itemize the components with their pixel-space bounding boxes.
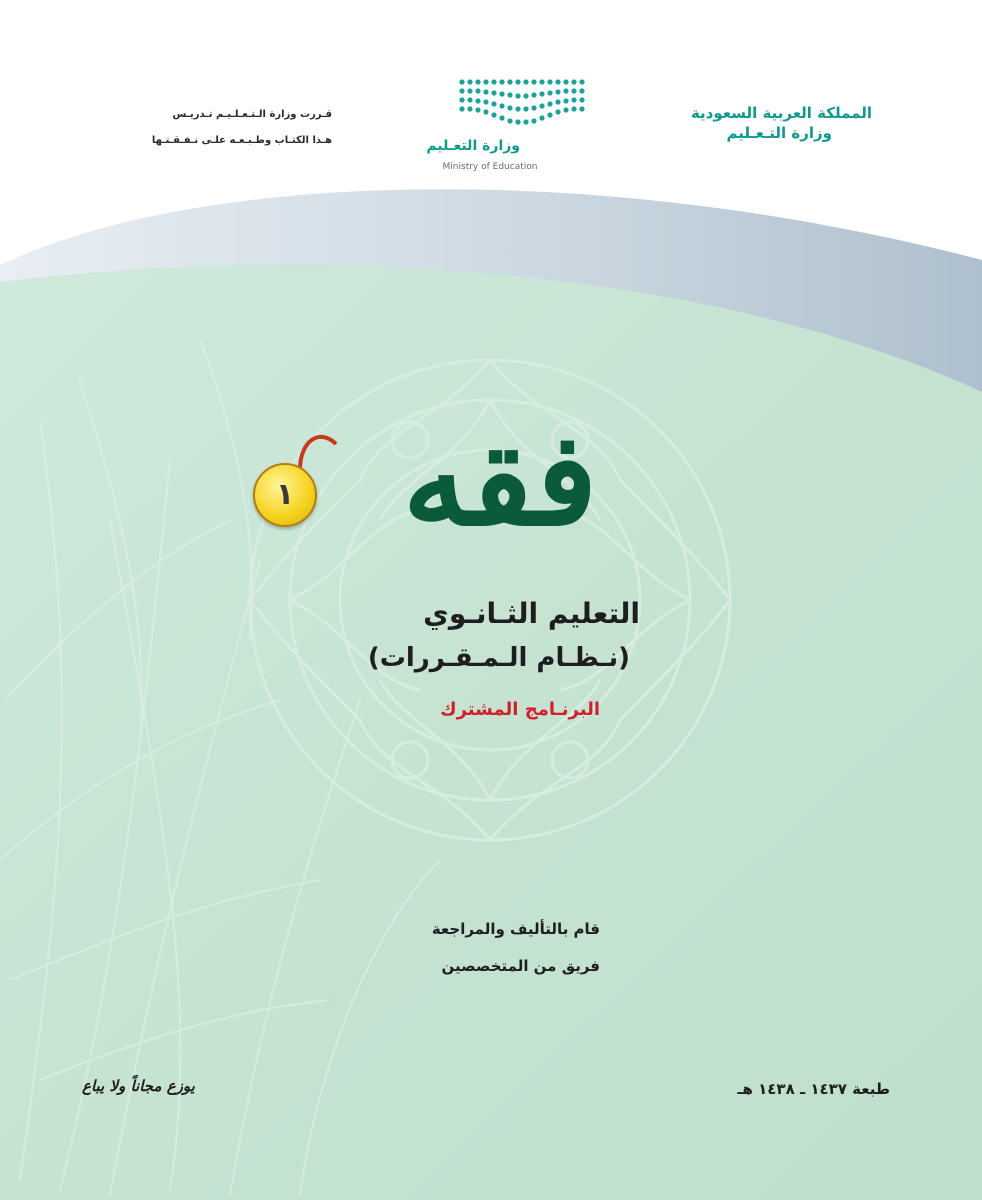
credits-line-1: قام بالتأليف والمراجعة <box>431 920 600 938</box>
approval-line-1: قـررت وزارة الـتـعـلـيـم تـدريـس <box>172 109 332 120</box>
free-distribution-note: يوزع مجاناً ولا يباع <box>82 1077 195 1095</box>
approval-note <box>92 102 332 154</box>
ministry-name: وزارة التـعـليم <box>726 124 832 142</box>
kingdom-header <box>612 103 872 143</box>
kingdom-name: المملكة العربية السعودية <box>690 104 872 122</box>
approval-line-2: هـذا الكتـاب وطـبـعـه علـى نـفـقـتـها <box>151 135 332 146</box>
ministry-logo <box>370 72 610 182</box>
education-stage: التعليم الثـانـوي <box>423 597 640 630</box>
course-system: (نـظـام الـمـقـررات) <box>367 643 630 673</box>
logo-arabic-text: وزارة التعـليم <box>426 138 520 154</box>
book-title: فقه <box>402 405 598 555</box>
volume-badge: ١ <box>253 463 317 527</box>
program-name: البرنـامج المشترك <box>440 699 600 720</box>
edition-info: طبعة ١٤٣٧ ـ ١٤٣٨ هـ <box>737 1080 890 1098</box>
logo-english-text: Ministry of Education <box>442 162 538 172</box>
credits-line-2: فريق من المتخصصين <box>441 957 600 975</box>
